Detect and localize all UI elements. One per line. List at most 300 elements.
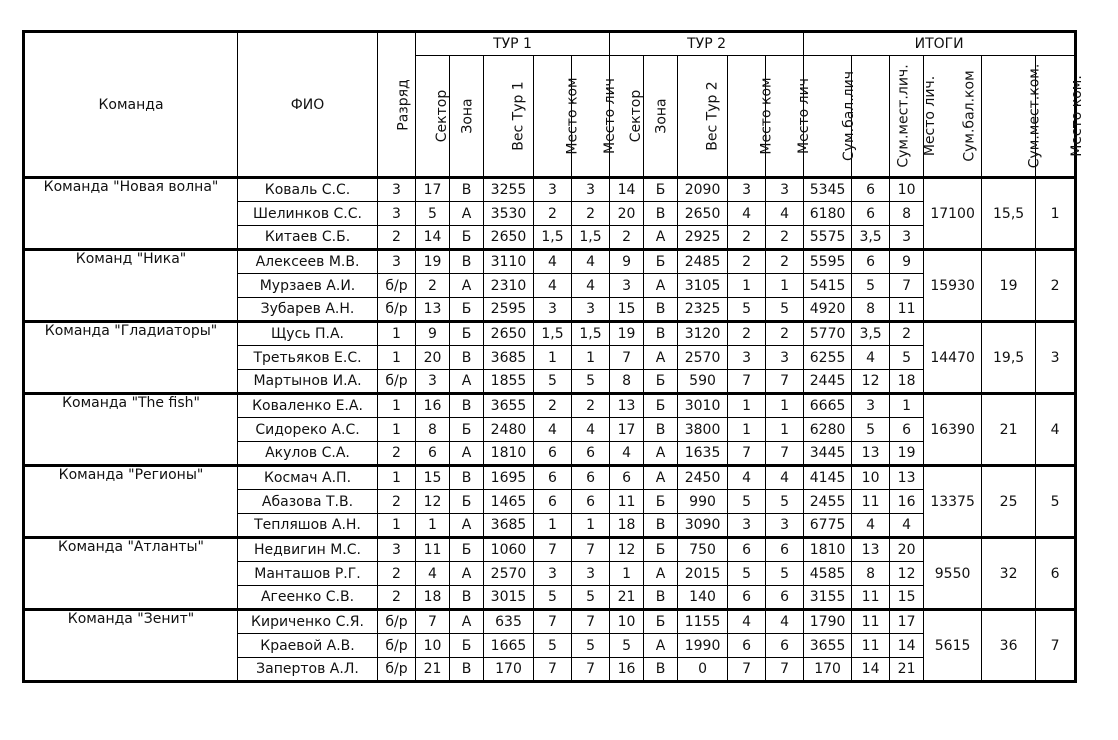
team-block xyxy=(24,394,1076,466)
place-ind-2-cell: 3 xyxy=(766,346,804,370)
sum-score-ind-cell: 2445 xyxy=(804,370,852,394)
place-team-1-cell: 1 xyxy=(534,514,572,538)
place-team-2-cell: 6 xyxy=(728,538,766,562)
rank-cell: б/р xyxy=(378,658,416,682)
zone-1-cell: В xyxy=(450,250,484,274)
zone-2-cell: А xyxy=(644,226,678,250)
participant-name: Коваленко Е.А. xyxy=(238,394,378,418)
place-team-1-cell: 6 xyxy=(534,442,572,466)
zone-1-cell: В xyxy=(450,394,484,418)
sector-2-cell: 5 xyxy=(610,634,644,658)
header-weight-2: Вес Тур 2 xyxy=(678,56,728,178)
weight-1-cell: 3685 xyxy=(484,514,534,538)
team-sum-score-cell: 16390 xyxy=(924,394,982,466)
place-team-1-cell: 4 xyxy=(534,250,572,274)
team-block xyxy=(24,322,1076,394)
sector-2-cell: 15 xyxy=(610,298,644,322)
team-block xyxy=(24,466,1076,538)
place-ind-2-cell: 4 xyxy=(766,466,804,490)
zone-1-cell: А xyxy=(450,562,484,586)
place-ind-1-cell: 5 xyxy=(572,370,610,394)
zone-2-cell: Б xyxy=(644,490,678,514)
table-row xyxy=(24,466,1076,490)
zone-1-cell: А xyxy=(450,274,484,298)
zone-2-cell: В xyxy=(644,298,678,322)
place-team-1-cell: 5 xyxy=(534,370,572,394)
place-ind-total-cell: 9 xyxy=(890,250,924,274)
header-zone-1: Зона xyxy=(450,56,484,178)
zone-1-cell: В xyxy=(450,586,484,610)
participant-name: Абазова Т.В. xyxy=(238,490,378,514)
place-team-2-cell: 5 xyxy=(728,490,766,514)
team-name: Команда "The fish" xyxy=(24,394,238,466)
place-ind-1-cell: 6 xyxy=(572,442,610,466)
sum-place-ind-cell: 14 xyxy=(852,658,890,682)
rank-cell: 2 xyxy=(378,442,416,466)
rank-cell: 1 xyxy=(378,322,416,346)
zone-1-cell: А xyxy=(450,514,484,538)
weight-1-cell: 2595 xyxy=(484,298,534,322)
place-team-1-cell: 2 xyxy=(534,394,572,418)
place-team-2-cell: 1 xyxy=(728,418,766,442)
header-sector-1: Сектор xyxy=(416,56,450,178)
place-team-2-cell: 2 xyxy=(728,226,766,250)
place-ind-1-cell: 4 xyxy=(572,274,610,298)
participant-name: Зубарев А.Н. xyxy=(238,298,378,322)
sector-1-cell: 15 xyxy=(416,466,450,490)
place-team-2-cell: 4 xyxy=(728,202,766,226)
results-document xyxy=(22,30,1085,683)
participant-name: Китаев С.Б. xyxy=(238,226,378,250)
header-zone-2: Зона xyxy=(644,56,678,178)
header-sum-place-ind: Сум.мест.лич. xyxy=(852,56,890,178)
team-block xyxy=(24,178,1076,250)
place-ind-1-cell: 2 xyxy=(572,394,610,418)
place-team-1-cell: 3 xyxy=(534,562,572,586)
sum-score-ind-cell: 3155 xyxy=(804,586,852,610)
place-team-2-cell: 4 xyxy=(728,610,766,634)
place-ind-1-cell: 3 xyxy=(572,298,610,322)
sum-place-ind-cell: 10 xyxy=(852,466,890,490)
place-team-1-cell: 1,5 xyxy=(534,322,572,346)
header-place-team-1: Место ком xyxy=(534,56,572,178)
participant-name: Недвигин М.С. xyxy=(238,538,378,562)
sum-place-ind-cell: 11 xyxy=(852,610,890,634)
place-ind-total-cell: 12 xyxy=(890,562,924,586)
weight-1-cell: 3685 xyxy=(484,346,534,370)
sum-score-ind-cell: 5345 xyxy=(804,178,852,202)
zone-2-cell: В xyxy=(644,514,678,538)
sector-2-cell: 14 xyxy=(610,178,644,202)
place-ind-1-cell: 4 xyxy=(572,250,610,274)
sum-place-ind-cell: 13 xyxy=(852,442,890,466)
sum-place-ind-cell: 5 xyxy=(852,418,890,442)
sector-2-cell: 19 xyxy=(610,322,644,346)
weight-2-cell: 2450 xyxy=(678,466,728,490)
place-ind-2-cell: 2 xyxy=(766,322,804,346)
place-ind-1-cell: 3 xyxy=(572,178,610,202)
sum-score-ind-cell: 4145 xyxy=(804,466,852,490)
zone-1-cell: Б xyxy=(450,226,484,250)
place-ind-total-cell: 4 xyxy=(890,514,924,538)
team-sum-score-cell: 14470 xyxy=(924,322,982,394)
place-ind-2-cell: 6 xyxy=(766,586,804,610)
place-team-2-cell: 6 xyxy=(728,586,766,610)
sum-place-ind-cell: 11 xyxy=(852,634,890,658)
zone-2-cell: А xyxy=(644,466,678,490)
team-place-cell: 1 xyxy=(1036,178,1076,250)
team-place-cell: 6 xyxy=(1036,538,1076,610)
place-ind-total-cell: 19 xyxy=(890,442,924,466)
sector-1-cell: 13 xyxy=(416,298,450,322)
participant-name: Третьяков Е.С. xyxy=(238,346,378,370)
rank-cell: 1 xyxy=(378,418,416,442)
participant-name: Акулов С.А. xyxy=(238,442,378,466)
weight-2-cell: 2570 xyxy=(678,346,728,370)
sector-2-cell: 4 xyxy=(610,442,644,466)
weight-1-cell: 2480 xyxy=(484,418,534,442)
place-team-2-cell: 3 xyxy=(728,178,766,202)
sum-score-ind-cell: 5575 xyxy=(804,226,852,250)
zone-2-cell: В xyxy=(644,658,678,682)
weight-1-cell: 2570 xyxy=(484,562,534,586)
weight-1-cell: 1810 xyxy=(484,442,534,466)
place-team-1-cell: 7 xyxy=(534,538,572,562)
place-ind-total-cell: 21 xyxy=(890,658,924,682)
sum-place-ind-cell: 3,5 xyxy=(852,226,890,250)
header-tour1: ТУР 1 xyxy=(416,32,610,56)
place-team-1-cell: 6 xyxy=(534,466,572,490)
weight-1-cell: 3655 xyxy=(484,394,534,418)
place-team-2-cell: 7 xyxy=(728,658,766,682)
zone-2-cell: Б xyxy=(644,610,678,634)
sum-place-ind-cell: 8 xyxy=(852,298,890,322)
place-ind-1-cell: 7 xyxy=(572,658,610,682)
weight-1-cell: 3255 xyxy=(484,178,534,202)
place-ind-1-cell: 4 xyxy=(572,418,610,442)
weight-2-cell: 2325 xyxy=(678,298,728,322)
place-ind-total-cell: 16 xyxy=(890,490,924,514)
header-totals: ИТОГИ xyxy=(804,32,1076,56)
rank-cell: б/р xyxy=(378,610,416,634)
zone-1-cell: Б xyxy=(450,298,484,322)
place-ind-total-cell: 13 xyxy=(890,466,924,490)
sector-1-cell: 1 xyxy=(416,514,450,538)
team-block xyxy=(24,610,1076,682)
sector-1-cell: 18 xyxy=(416,586,450,610)
place-team-2-cell: 3 xyxy=(728,346,766,370)
place-team-1-cell: 3 xyxy=(534,178,572,202)
weight-2-cell: 990 xyxy=(678,490,728,514)
weight-1-cell: 635 xyxy=(484,610,534,634)
zone-2-cell: Б xyxy=(644,394,678,418)
zone-2-cell: Б xyxy=(644,178,678,202)
weight-1-cell: 1855 xyxy=(484,370,534,394)
participant-name: Сидореко А.С. xyxy=(238,418,378,442)
place-ind-1-cell: 6 xyxy=(572,466,610,490)
zone-2-cell: А xyxy=(644,442,678,466)
rank-cell: 2 xyxy=(378,562,416,586)
place-ind-1-cell: 1 xyxy=(572,514,610,538)
sum-place-ind-cell: 5 xyxy=(852,274,890,298)
header-place-team-2: Место ком xyxy=(728,56,766,178)
place-ind-2-cell: 3 xyxy=(766,514,804,538)
place-team-2-cell: 1 xyxy=(728,394,766,418)
zone-2-cell: А xyxy=(644,346,678,370)
place-team-1-cell: 1 xyxy=(534,346,572,370)
sector-2-cell: 2 xyxy=(610,226,644,250)
sector-1-cell: 5 xyxy=(416,202,450,226)
place-team-1-cell: 6 xyxy=(534,490,572,514)
place-team-1-cell: 4 xyxy=(534,418,572,442)
sector-2-cell: 21 xyxy=(610,586,644,610)
place-ind-2-cell: 4 xyxy=(766,202,804,226)
place-ind-1-cell: 1,5 xyxy=(572,226,610,250)
sum-score-ind-cell: 4920 xyxy=(804,298,852,322)
place-ind-1-cell: 5 xyxy=(572,634,610,658)
weight-2-cell: 2650 xyxy=(678,202,728,226)
weight-2-cell: 3105 xyxy=(678,274,728,298)
zone-2-cell: Б xyxy=(644,538,678,562)
team-sum-score-cell: 15930 xyxy=(924,250,982,322)
sector-1-cell: 20 xyxy=(416,346,450,370)
place-ind-2-cell: 2 xyxy=(766,226,804,250)
table-row xyxy=(24,610,1076,634)
sum-score-ind-cell: 6255 xyxy=(804,346,852,370)
sum-place-ind-cell: 13 xyxy=(852,538,890,562)
header-team: Команда xyxy=(24,32,238,178)
place-team-2-cell: 3 xyxy=(728,514,766,538)
team-sum-place-cell: 25 xyxy=(982,466,1036,538)
sector-1-cell: 19 xyxy=(416,250,450,274)
header-place-ind-total: Место лич. xyxy=(890,56,924,178)
zone-1-cell: Б xyxy=(450,418,484,442)
place-team-1-cell: 3 xyxy=(534,298,572,322)
place-team-2-cell: 5 xyxy=(728,298,766,322)
sum-score-ind-cell: 4585 xyxy=(804,562,852,586)
header-weight-1: Вес Тур 1 xyxy=(484,56,534,178)
sum-score-ind-cell: 5770 xyxy=(804,322,852,346)
team-name: Команда "Новая волна" xyxy=(24,178,238,250)
participant-name: Мурзаев А.И. xyxy=(238,274,378,298)
sum-score-ind-cell: 5415 xyxy=(804,274,852,298)
team-sum-score-cell: 9550 xyxy=(924,538,982,610)
place-team-2-cell: 7 xyxy=(728,442,766,466)
header-sector-2: Сектор xyxy=(610,56,644,178)
weight-2-cell: 0 xyxy=(678,658,728,682)
participant-name: Космач А.П. xyxy=(238,466,378,490)
team-name: Команда "Регионы" xyxy=(24,466,238,538)
weight-1-cell: 3110 xyxy=(484,250,534,274)
sector-2-cell: 11 xyxy=(610,490,644,514)
place-ind-1-cell: 7 xyxy=(572,610,610,634)
team-sum-place-cell: 15,5 xyxy=(982,178,1036,250)
team-name: Команд "Ника" xyxy=(24,250,238,322)
team-name: Команда "Зенит" xyxy=(24,610,238,682)
rank-cell: б/р xyxy=(378,634,416,658)
weight-1-cell: 1060 xyxy=(484,538,534,562)
place-team-1-cell: 5 xyxy=(534,634,572,658)
place-ind-2-cell: 1 xyxy=(766,274,804,298)
sum-score-ind-cell: 3655 xyxy=(804,634,852,658)
place-ind-2-cell: 1 xyxy=(766,394,804,418)
place-ind-total-cell: 5 xyxy=(890,346,924,370)
participant-name: Манташов Р.Г. xyxy=(238,562,378,586)
sector-1-cell: 14 xyxy=(416,226,450,250)
place-ind-total-cell: 1 xyxy=(890,394,924,418)
weight-2-cell: 2485 xyxy=(678,250,728,274)
place-team-1-cell: 1,5 xyxy=(534,226,572,250)
sum-place-ind-cell: 11 xyxy=(852,586,890,610)
place-ind-1-cell: 3 xyxy=(572,562,610,586)
rank-cell: 1 xyxy=(378,394,416,418)
sector-1-cell: 12 xyxy=(416,490,450,514)
place-team-1-cell: 4 xyxy=(534,274,572,298)
team-sum-place-cell: 36 xyxy=(982,610,1036,682)
weight-2-cell: 2090 xyxy=(678,178,728,202)
team-block xyxy=(24,250,1076,322)
zone-2-cell: А xyxy=(644,634,678,658)
weight-2-cell: 140 xyxy=(678,586,728,610)
team-name: Команда "Атланты" xyxy=(24,538,238,610)
zone-1-cell: А xyxy=(450,610,484,634)
sum-score-ind-cell: 2455 xyxy=(804,490,852,514)
sector-1-cell: 9 xyxy=(416,322,450,346)
weight-2-cell: 2925 xyxy=(678,226,728,250)
place-ind-2-cell: 3 xyxy=(766,178,804,202)
place-ind-total-cell: 8 xyxy=(890,202,924,226)
sector-2-cell: 17 xyxy=(610,418,644,442)
weight-2-cell: 3010 xyxy=(678,394,728,418)
header-sum-place-team: Сум.мест.ком. xyxy=(982,56,1036,178)
place-ind-total-cell: 15 xyxy=(890,586,924,610)
sector-1-cell: 4 xyxy=(416,562,450,586)
sector-1-cell: 10 xyxy=(416,634,450,658)
weight-1-cell: 1695 xyxy=(484,466,534,490)
place-ind-2-cell: 5 xyxy=(766,562,804,586)
header-place-ind-1: Место лич xyxy=(572,56,610,178)
sector-1-cell: 6 xyxy=(416,442,450,466)
team-sum-place-cell: 21 xyxy=(982,394,1036,466)
rank-cell: 3 xyxy=(378,250,416,274)
zone-1-cell: А xyxy=(450,202,484,226)
team-sum-place-cell: 19 xyxy=(982,250,1036,322)
sum-place-ind-cell: 4 xyxy=(852,346,890,370)
zone-1-cell: Б xyxy=(450,490,484,514)
sector-2-cell: 10 xyxy=(610,610,644,634)
team-sum-score-cell: 17100 xyxy=(924,178,982,250)
weight-1-cell: 2650 xyxy=(484,322,534,346)
sum-score-ind-cell: 5595 xyxy=(804,250,852,274)
sum-score-ind-cell: 6775 xyxy=(804,514,852,538)
place-team-2-cell: 5 xyxy=(728,562,766,586)
sector-2-cell: 7 xyxy=(610,346,644,370)
sum-place-ind-cell: 6 xyxy=(852,178,890,202)
rank-cell: б/р xyxy=(378,370,416,394)
team-sum-score-cell: 13375 xyxy=(924,466,982,538)
place-ind-total-cell: 17 xyxy=(890,610,924,634)
weight-1-cell: 3530 xyxy=(484,202,534,226)
sector-1-cell: 2 xyxy=(416,274,450,298)
place-team-2-cell: 4 xyxy=(728,466,766,490)
place-ind-2-cell: 1 xyxy=(766,418,804,442)
place-ind-1-cell: 2 xyxy=(572,202,610,226)
place-ind-2-cell: 7 xyxy=(766,370,804,394)
weight-1-cell: 3015 xyxy=(484,586,534,610)
place-ind-2-cell: 6 xyxy=(766,634,804,658)
sum-place-ind-cell: 6 xyxy=(852,202,890,226)
sum-score-ind-cell: 170 xyxy=(804,658,852,682)
participant-name: Запертов А.Л. xyxy=(238,658,378,682)
place-team-1-cell: 5 xyxy=(534,586,572,610)
place-ind-1-cell: 7 xyxy=(572,538,610,562)
weight-2-cell: 1990 xyxy=(678,634,728,658)
sector-1-cell: 8 xyxy=(416,418,450,442)
place-ind-total-cell: 18 xyxy=(890,370,924,394)
place-ind-total-cell: 7 xyxy=(890,274,924,298)
table-row xyxy=(24,250,1076,274)
team-sum-score-cell: 5615 xyxy=(924,610,982,682)
team-place-cell: 7 xyxy=(1036,610,1076,682)
weight-2-cell: 2015 xyxy=(678,562,728,586)
results-table xyxy=(22,30,1085,683)
weight-1-cell: 1465 xyxy=(484,490,534,514)
zone-1-cell: Б xyxy=(450,322,484,346)
place-team-2-cell: 6 xyxy=(728,634,766,658)
team-place-cell: 4 xyxy=(1036,394,1076,466)
table-row xyxy=(24,394,1076,418)
team-sum-place-cell: 32 xyxy=(982,538,1036,610)
sector-2-cell: 20 xyxy=(610,202,644,226)
sum-score-ind-cell: 3445 xyxy=(804,442,852,466)
sum-score-ind-cell: 6665 xyxy=(804,394,852,418)
sector-2-cell: 8 xyxy=(610,370,644,394)
sector-1-cell: 17 xyxy=(416,178,450,202)
place-ind-1-cell: 6 xyxy=(572,490,610,514)
place-ind-1-cell: 5 xyxy=(572,586,610,610)
place-ind-total-cell: 11 xyxy=(890,298,924,322)
zone-2-cell: Б xyxy=(644,370,678,394)
team-place-cell: 5 xyxy=(1036,466,1076,538)
zone-1-cell: Б xyxy=(450,538,484,562)
participant-name: Мартынов И.А. xyxy=(238,370,378,394)
sum-place-ind-cell: 3 xyxy=(852,394,890,418)
sum-score-ind-cell: 1790 xyxy=(804,610,852,634)
rank-cell: 2 xyxy=(378,490,416,514)
participant-name: Тепляшов А.Н. xyxy=(238,514,378,538)
weight-2-cell: 590 xyxy=(678,370,728,394)
participant-name: Краевой А.В. xyxy=(238,634,378,658)
place-ind-2-cell: 7 xyxy=(766,442,804,466)
sum-place-ind-cell: 4 xyxy=(852,514,890,538)
participant-name: Шелинков С.С. xyxy=(238,202,378,226)
sector-1-cell: 21 xyxy=(416,658,450,682)
sector-1-cell: 7 xyxy=(416,610,450,634)
place-ind-2-cell: 4 xyxy=(766,610,804,634)
sum-score-ind-cell: 1810 xyxy=(804,538,852,562)
sector-1-cell: 3 xyxy=(416,370,450,394)
header-sum-score-ind: Сум.бал.лич xyxy=(804,56,852,178)
rank-cell: б/р xyxy=(378,298,416,322)
zone-2-cell: А xyxy=(644,562,678,586)
zone-2-cell: Б xyxy=(644,250,678,274)
place-ind-2-cell: 6 xyxy=(766,538,804,562)
place-team-2-cell: 2 xyxy=(728,322,766,346)
sector-2-cell: 1 xyxy=(610,562,644,586)
zone-1-cell: В xyxy=(450,346,484,370)
sum-score-ind-cell: 6280 xyxy=(804,418,852,442)
rank-cell: 2 xyxy=(378,586,416,610)
